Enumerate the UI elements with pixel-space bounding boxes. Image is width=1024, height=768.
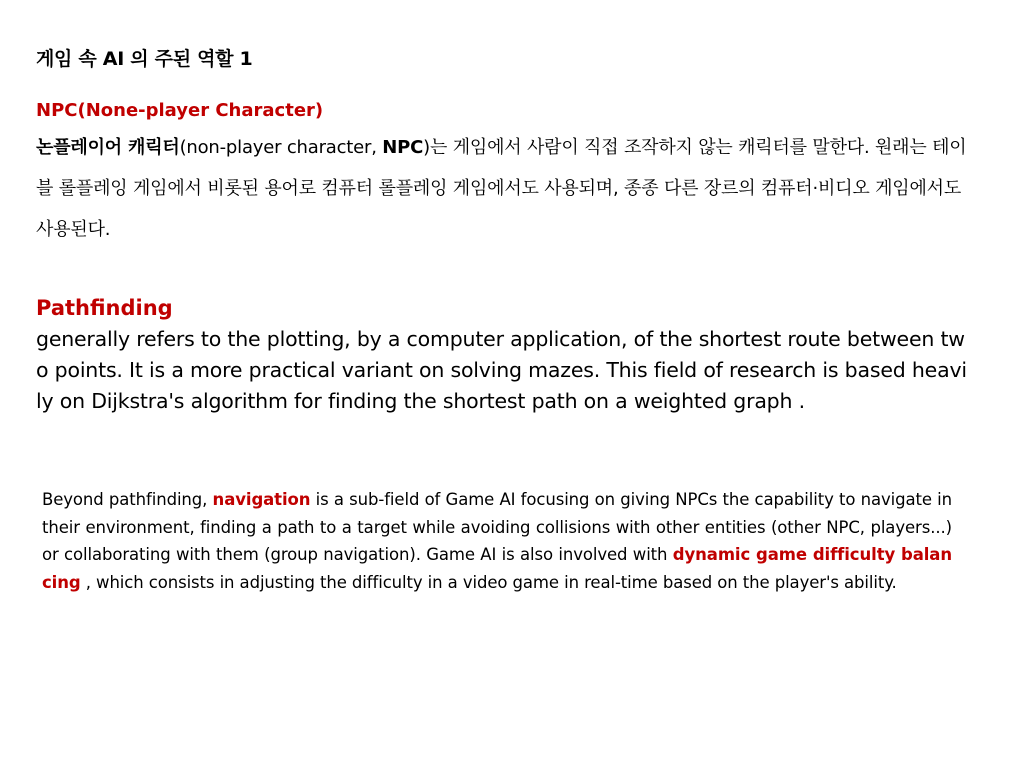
navigation-term: navigation — [212, 490, 311, 509]
navigation-end: , which consists in adjusting the difficulty in a video game in real-time based on the player's ability. — [80, 572, 897, 592]
npc-term-english: (non-player character, — [179, 137, 383, 158]
npc-definition — [36, 127, 976, 250]
navigation-section — [42, 486, 952, 596]
npc-heading: NPC(None-player Character) — [36, 100, 324, 121]
npc-section — [36, 100, 976, 250]
difficulty-balancing-term: dynamic game difficulty balancing — [42, 545, 952, 592]
npc-abbreviation: NPC — [382, 137, 424, 158]
navigation-middle: is a sub-field of Game AI focusing on giving NPCs the capability to navigate in their environment, finding a path to a target while avoiding collisions with other entities (other NPC, players...) or collaborating with them (group navigation). Game AI is also involved with — [42, 490, 952, 564]
slide-title: 게임 속 AI 의 주된 역할 1 — [36, 48, 253, 70]
npc-term-korean: 논플레이어 캐릭터 — [36, 137, 180, 158]
pathfinding-heading: Pathfinding — [36, 296, 173, 320]
navigation-paragraph — [42, 486, 952, 596]
pathfinding-section — [36, 293, 971, 417]
npc-description: )는 게임에서 사람이 직접 조작하지 않는 캐릭터를 말한다. 원래는 테이블 롤플레잉 게임에서 비롯된 용어로 컴퓨터 롤플레잉 게임에서도 사용되며, 종종 다른 장르의 컴퓨터·비디오 게임에서도 사용된다. — [36, 137, 967, 240]
pathfinding-body: generally refers to the plotting, by a computer application, of the shortest route between two points. It is a more practical variant on solving mazes. This field of research is based heavily on Dijkstra's algorithm for finding the shortest path on a weighted graph . — [36, 327, 967, 413]
navigation-intro: Beyond pathfinding, — [42, 490, 213, 509]
